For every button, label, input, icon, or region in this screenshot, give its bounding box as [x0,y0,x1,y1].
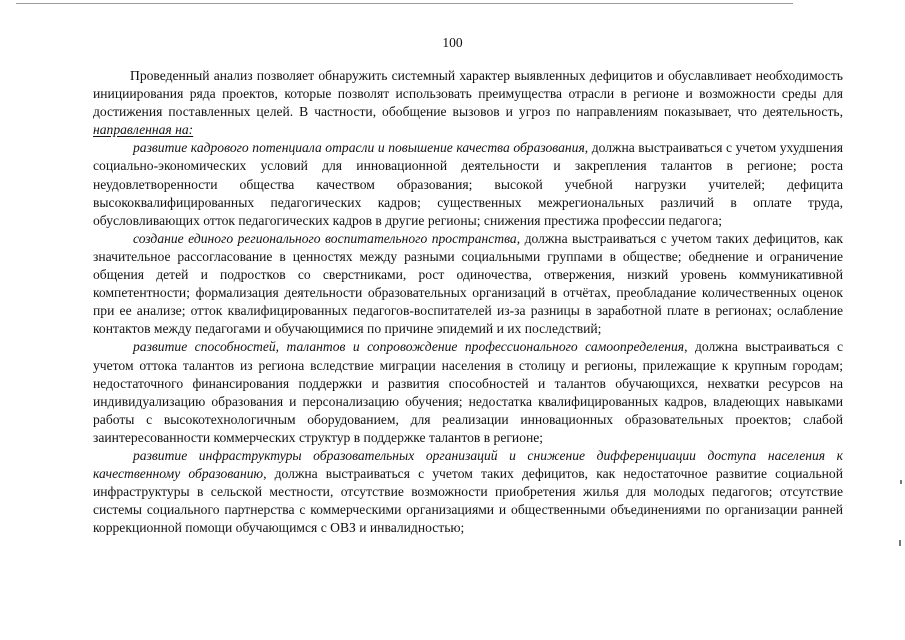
direction-title-staff: развитие кадрового потенциала отрасли и повышение качества образования [133,140,585,156]
scan-speck-mark [899,540,901,546]
direction-text-infrastructure: , должна выстраиваться с учетом таких дефицитов, как недостаточное развитие социальной инфраструктуры в сельской местности, отсутствие возможности приобретения жилья для молодых педагогов; отсутствие системы социального партнерства с коммерческими организациями и общественными объединениями по организации ранней коррекционной помощи обучающимся с ОВЗ и инвалидностью; [93,466,843,536]
intro-text: Проведенный анализ позволяет обнаружить системный характер выявленных дефицитов и обуславливает необходимость инициирования ряда проектов, которые позволят использовать преимущества отрасли в регионе и возможности среды для достижения поставленных целей. В частности, обобщение вызовов и угроз по направлениям показывает, что деятельность, [93,68,843,120]
page-number: 100 [442,35,463,50]
direction-title-upbringing: создание единого регионального воспитательного пространства [133,230,517,246]
scan-speck-mark [900,480,902,484]
document-body [93,67,843,537]
direction-text-talents: , должна выстраиваться с учетом оттока талантов из региона вследствие миграции населения в столицу и регионы, прилежащие к крупным городам; недостаточного финансирования поддержки и развития способностей и талантов обучающихся, нехватки ресурсов на индивидуализацию образования и персонализацию обучения; недостатка квалифицированных кадров, владеющих навыками работы с высокотехнологичным оборудованием, для реализации инновационных образовательных проектов; слабой заинтересованности коммерческих структур в поддержке талантов в регионе; [93,339,843,445]
direction-paragraph-upbringing [93,230,843,339]
direction-paragraph-talents [93,338,843,447]
direction-text-upbringing: , должна выстраиваться с учетом таких дефицитов, как значительное рассогласование в ценностях между разными социальными группами в обществе; обеднение и ограничение общения детей и подростков со сверстниками, рост одиночества, отвержения, низкий уровень коммуникативной компетентности; формализация деятельности образовательных организаций в отчётах, преобладание количественных оценок при ее анализе; отток квалифицированных педагогов-воспитателей из-за разницы в заработной плате в регионах; ослабление контактов между педагогами и обучающимися по причине эпидемий и их последствий; [93,230,843,337]
direction-paragraph-infrastructure [93,447,843,537]
direction-text-staff: , должна выстраиваться с учетом ухудшения социально-экономических условий для инновационной деятельности и закрепления талантов в регионе; роста неудовлетворенности общества качеством образования; высокой учебной нагрузки учителей; дефицита высококвалифицированных педагогических кадров; существенных межрегиональных различий в оплате труда, обусловливающих отток педагогических кадров в другие регионы; снижения престижа профессии педагога; [93,140,843,228]
top-scan-rule [16,3,793,4]
direction-title-infrastructure: развитие инфраструктуры образовательных организаций и снижение дифференциации доступа населения к качественному образованию [93,447,843,482]
intro-paragraph [93,67,843,139]
intro-emphasis: направленная на: [93,122,194,138]
direction-paragraph-staff [93,139,843,229]
direction-title-talents: развитие способностей, талантов и сопровождение профессионального самоопределения [133,339,685,355]
